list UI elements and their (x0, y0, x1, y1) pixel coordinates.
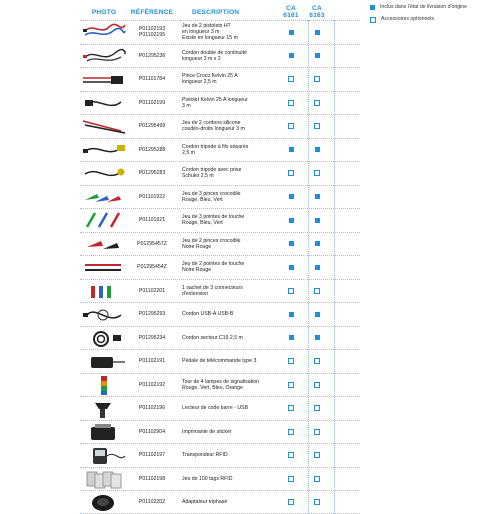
description-line: Pédale de télécommande type 3 (182, 358, 257, 365)
photo-cell (80, 374, 128, 397)
description-line: Adaptateur triphasé (182, 498, 228, 505)
ca6161-cell (278, 405, 304, 411)
description-cell (176, 379, 278, 391)
column-divider (334, 20, 335, 514)
reference-cell (128, 405, 176, 411)
description-line: 2,5 m (182, 149, 195, 156)
usb-cable-icon (81, 303, 127, 325)
description-cell (176, 97, 278, 109)
reference-code: P01102202 (138, 498, 166, 505)
ca6161-cell (278, 123, 304, 129)
description-cell (176, 191, 278, 203)
photo-cell (80, 421, 128, 444)
empty-square-icon (314, 123, 320, 129)
description-line: Pince Croco Kelvin 25 A (182, 73, 238, 80)
description-line: Transpondeur RFID (182, 452, 228, 459)
ca6161-cell (278, 335, 304, 340)
accessories-table (80, 4, 360, 514)
red-black-probes-icon (81, 256, 127, 278)
empty-square-icon (288, 170, 294, 176)
description-line: en longueur 3 m (182, 29, 220, 36)
tripod-cord-icon (81, 139, 127, 161)
empty-square-icon (288, 288, 294, 294)
ca6161-cell (278, 265, 304, 270)
table-row (80, 20, 360, 44)
reference-cell (128, 26, 176, 38)
table-row (80, 185, 360, 209)
table-row (80, 467, 360, 491)
table-row (80, 396, 360, 420)
empty-square-icon (314, 452, 320, 458)
reference-code: P01102195 (138, 32, 166, 39)
reference-cell (128, 217, 176, 223)
description-cell (176, 50, 278, 62)
reference-code: P01101922 (138, 193, 166, 200)
ca6161-cell (278, 53, 304, 58)
reference-code: P01101784 (138, 76, 166, 83)
table-row (80, 420, 360, 444)
reference-code: P01295288 (138, 146, 166, 153)
table-body (80, 20, 360, 514)
table-row (80, 326, 360, 350)
schuko-cord-icon (81, 162, 127, 184)
filled-square-icon (315, 312, 320, 317)
description-line: Jeu de 2 pistolets HT (182, 22, 231, 29)
photo-cell (80, 45, 128, 68)
ca6161-cell (278, 194, 304, 199)
reference-cell (128, 358, 176, 364)
empty-square-icon (314, 288, 320, 294)
photo-cell (80, 280, 128, 303)
empty-square-icon (314, 358, 320, 364)
description-line: Rouge, Bleu, Vert (182, 220, 223, 227)
filled-square-icon (315, 265, 320, 270)
empty-square-icon (288, 452, 294, 458)
reference-code: P01102198 (138, 475, 166, 482)
description-cell (176, 405, 278, 411)
three-phase-adapter-icon (81, 491, 127, 513)
empty-square-icon (314, 382, 320, 388)
legend-included-text: Inclus dans l'état de livraison d'origine (380, 4, 468, 10)
description-cell (176, 476, 278, 482)
reference-cell (128, 335, 176, 341)
photo-cell (80, 397, 128, 420)
description-line: 1 sachet de 3 connecteurs (182, 284, 243, 291)
description-line: d'extension (182, 290, 209, 297)
filled-square-icon (315, 194, 320, 199)
description-line: Existe en longueur 15 m (182, 35, 238, 42)
reference-cell (128, 452, 176, 458)
ca6161-cell (278, 382, 304, 388)
empty-square-icon (288, 100, 294, 106)
description-cell (176, 335, 278, 341)
rfid-tags-icon (81, 468, 127, 490)
table-row (80, 208, 360, 232)
photo-cell (80, 350, 128, 373)
header-ca6161: CA 6161 (283, 5, 299, 19)
description-line: Cordon USB-A USB-B (182, 311, 234, 318)
empty-square-icon (314, 476, 320, 482)
filled-square-icon (289, 265, 294, 270)
photo-cell (80, 303, 128, 326)
reference-cell (128, 311, 176, 317)
ca6161-cell (278, 476, 304, 482)
silicone-cords-icon (81, 115, 127, 137)
photo-cell (80, 68, 128, 91)
reference-code: P01102197 (138, 452, 166, 459)
reference-cell (128, 264, 176, 270)
description-cell (176, 144, 278, 156)
reference-code: P01295234 (138, 334, 166, 341)
empty-square-icon (288, 358, 294, 364)
legend-optional-text: Accessoires optionnels (381, 16, 435, 23)
description-line: Tour de 4 lampes de signalisation (182, 378, 259, 385)
filled-square-icon (289, 53, 294, 58)
description-line: Lecteur de code barre - USB (182, 405, 249, 412)
description-line: Jeu de 2 pinces crocodile (182, 237, 241, 244)
empty-square-icon (288, 405, 294, 411)
reference-code: P01102191 (138, 358, 166, 365)
description-line: Rouge, Bleu, Vert (182, 196, 223, 203)
crocodile-clips-icon (81, 186, 127, 208)
description-line: Schuko 2,5 m (182, 173, 214, 180)
reference-code: P01295293 (138, 311, 166, 318)
empty-square-icon (314, 76, 320, 82)
reference-code: P01102196 (138, 405, 166, 412)
description-cell (176, 452, 278, 458)
table-row (80, 138, 360, 162)
barcode-reader-icon (81, 397, 127, 419)
description-line: Rouge, Vert, Bleu, Orange (182, 384, 243, 391)
reference-code: P01102199 (138, 99, 166, 106)
empty-square-icon (288, 76, 294, 82)
filled-square-icon (315, 241, 320, 246)
table-header (80, 4, 360, 20)
description-cell (176, 73, 278, 85)
table-row (80, 490, 360, 514)
reference-code: P01102904 (138, 428, 166, 435)
reference-code: P01102193 (138, 26, 166, 33)
description-cell (176, 23, 278, 42)
empty-square-icon (288, 382, 294, 388)
description-cell (176, 311, 278, 317)
reference-code: P01102201 (138, 287, 166, 294)
description-line: Pistolet Kelvin 25 A longueur (182, 96, 248, 103)
filled-square-icon (289, 147, 294, 152)
description-cell (176, 214, 278, 226)
reference-code: P01295283 (138, 170, 166, 177)
description-line: Cordon tripode avec prise (182, 167, 242, 174)
reference-code: P01295457Z (137, 240, 167, 247)
filled-square-icon (315, 335, 320, 340)
photo-cell (80, 444, 128, 467)
reference-cell (128, 147, 176, 153)
description-line: Cordon tripode à fils séparés (182, 143, 249, 150)
ca6161-cell (278, 241, 304, 246)
table-row (80, 373, 360, 397)
reference-cell (128, 100, 176, 106)
reference-code: P01295499 (138, 123, 166, 130)
ca6161-cell (278, 312, 304, 317)
filled-square-icon (289, 312, 294, 317)
reference-code: P01102192 (138, 381, 166, 388)
table-row (80, 443, 360, 467)
reference-cell (128, 53, 176, 59)
filled-square-icon (315, 30, 320, 35)
photo-cell (80, 21, 128, 44)
reference-code: P01101921 (138, 217, 166, 224)
empty-square-icon (288, 123, 294, 129)
reference-cell (128, 170, 176, 176)
kelvin-gun-icon (81, 92, 127, 114)
table-row (80, 279, 360, 303)
ca6161-cell (278, 170, 304, 176)
photo-cell (80, 209, 128, 232)
filled-square-icon (289, 194, 294, 199)
reference-code: P01295454Z (137, 264, 167, 271)
description-line: Noire Rouge (182, 243, 212, 250)
empty-square-icon (314, 100, 320, 106)
foot-pedal-icon (81, 350, 127, 372)
black-cables-icon (81, 45, 127, 67)
description-cell (176, 238, 278, 250)
description-cell (176, 358, 278, 364)
ca6161-cell (278, 358, 304, 364)
filled-square-icon (315, 218, 320, 223)
table-row (80, 91, 360, 115)
description-line: coudés-droits longueur 3 m (182, 126, 245, 133)
empty-square-icon (314, 170, 320, 176)
description-line: Cordon secteur C19 2,5 m (182, 334, 243, 341)
legend (370, 4, 490, 29)
description-line: Jeu de 3 pointes de touche (182, 214, 245, 221)
filled-square-icon (315, 53, 320, 58)
header-photo: PHOTO (91, 8, 117, 16)
ca6161-cell (278, 30, 304, 35)
ca6161-cell (278, 76, 304, 82)
table-row (80, 302, 360, 326)
photo-cell (80, 233, 128, 256)
photo-cell (80, 162, 128, 185)
legend-optional (370, 16, 490, 23)
photo-cell (80, 186, 128, 209)
filled-square-icon (370, 5, 375, 10)
description-cell (176, 429, 278, 435)
ca6161-cell (278, 288, 304, 294)
header-reference: RÉFÉRENCE (130, 8, 174, 16)
photo-cell (80, 256, 128, 279)
description-line: Jeu de 2 pointes de touche (182, 261, 245, 268)
photo-cell (80, 327, 128, 350)
photo-cell (80, 115, 128, 138)
description-cell (176, 167, 278, 179)
reference-cell (128, 288, 176, 294)
empty-square-icon (370, 17, 376, 23)
reference-cell (128, 123, 176, 129)
description-line: Cordon double de continuité (182, 49, 247, 56)
ca6161-cell (278, 218, 304, 223)
kelvin-clip-icon (81, 68, 127, 90)
rfid-reader-icon (81, 444, 127, 466)
photo-cell (80, 139, 128, 162)
table-row (80, 255, 360, 279)
description-line: Jeu de 100 tags RFID (182, 475, 233, 482)
column-divider (308, 20, 309, 514)
reference-cell (128, 76, 176, 82)
empty-square-icon (314, 429, 320, 435)
reference-cell (128, 382, 176, 388)
reference-cell (128, 194, 176, 200)
photo-cell (80, 92, 128, 115)
reference-cell (128, 429, 176, 435)
empty-square-icon (314, 405, 320, 411)
filled-square-icon (289, 218, 294, 223)
description-line: longueur 3 m x 2 (182, 55, 221, 62)
table-row (80, 349, 360, 373)
table-row (80, 67, 360, 91)
reference-cell (128, 476, 176, 482)
legend-included (370, 4, 490, 10)
description-cell (176, 120, 278, 132)
ca6161-cell (278, 429, 304, 435)
reference-cell (128, 241, 176, 247)
red-black-clips-icon (81, 233, 127, 255)
ca6161-cell (278, 452, 304, 458)
filled-square-icon (289, 335, 294, 340)
table-row (80, 114, 360, 138)
filled-square-icon (315, 147, 320, 152)
ca6161-cell (278, 147, 304, 152)
photo-cell (80, 491, 128, 513)
connectors-icon (81, 280, 127, 302)
printer-icon (81, 421, 127, 443)
table-row (80, 232, 360, 256)
description-line: longueur 2,5 m (182, 79, 217, 86)
header-ca6163: CA 6163 (309, 5, 325, 19)
filled-square-icon (289, 30, 294, 35)
description-cell (176, 285, 278, 297)
description-line: Jeu de 3 pinces crocodile (182, 190, 241, 197)
description-cell (176, 261, 278, 273)
table-row (80, 44, 360, 68)
description-line: Jeu de 2 cordons silicone (182, 120, 241, 127)
description-line: 3 m (182, 102, 191, 109)
ca6161-cell (278, 100, 304, 106)
photo-cell (80, 468, 128, 491)
table-row (80, 161, 360, 185)
description-line: Noire Rouge (182, 267, 212, 274)
reference-code: P01295236 (138, 52, 166, 59)
power-cord-icon (81, 327, 127, 349)
test-probes-icon (81, 209, 127, 231)
signal-tower-icon (81, 374, 127, 396)
empty-square-icon (288, 429, 294, 435)
filled-square-icon (289, 241, 294, 246)
empty-square-icon (288, 476, 294, 482)
description-line: Imprimante de sticker (182, 428, 232, 435)
header-description: DESCRIPTION (192, 8, 240, 16)
red-blue-cables-icon (81, 21, 127, 43)
